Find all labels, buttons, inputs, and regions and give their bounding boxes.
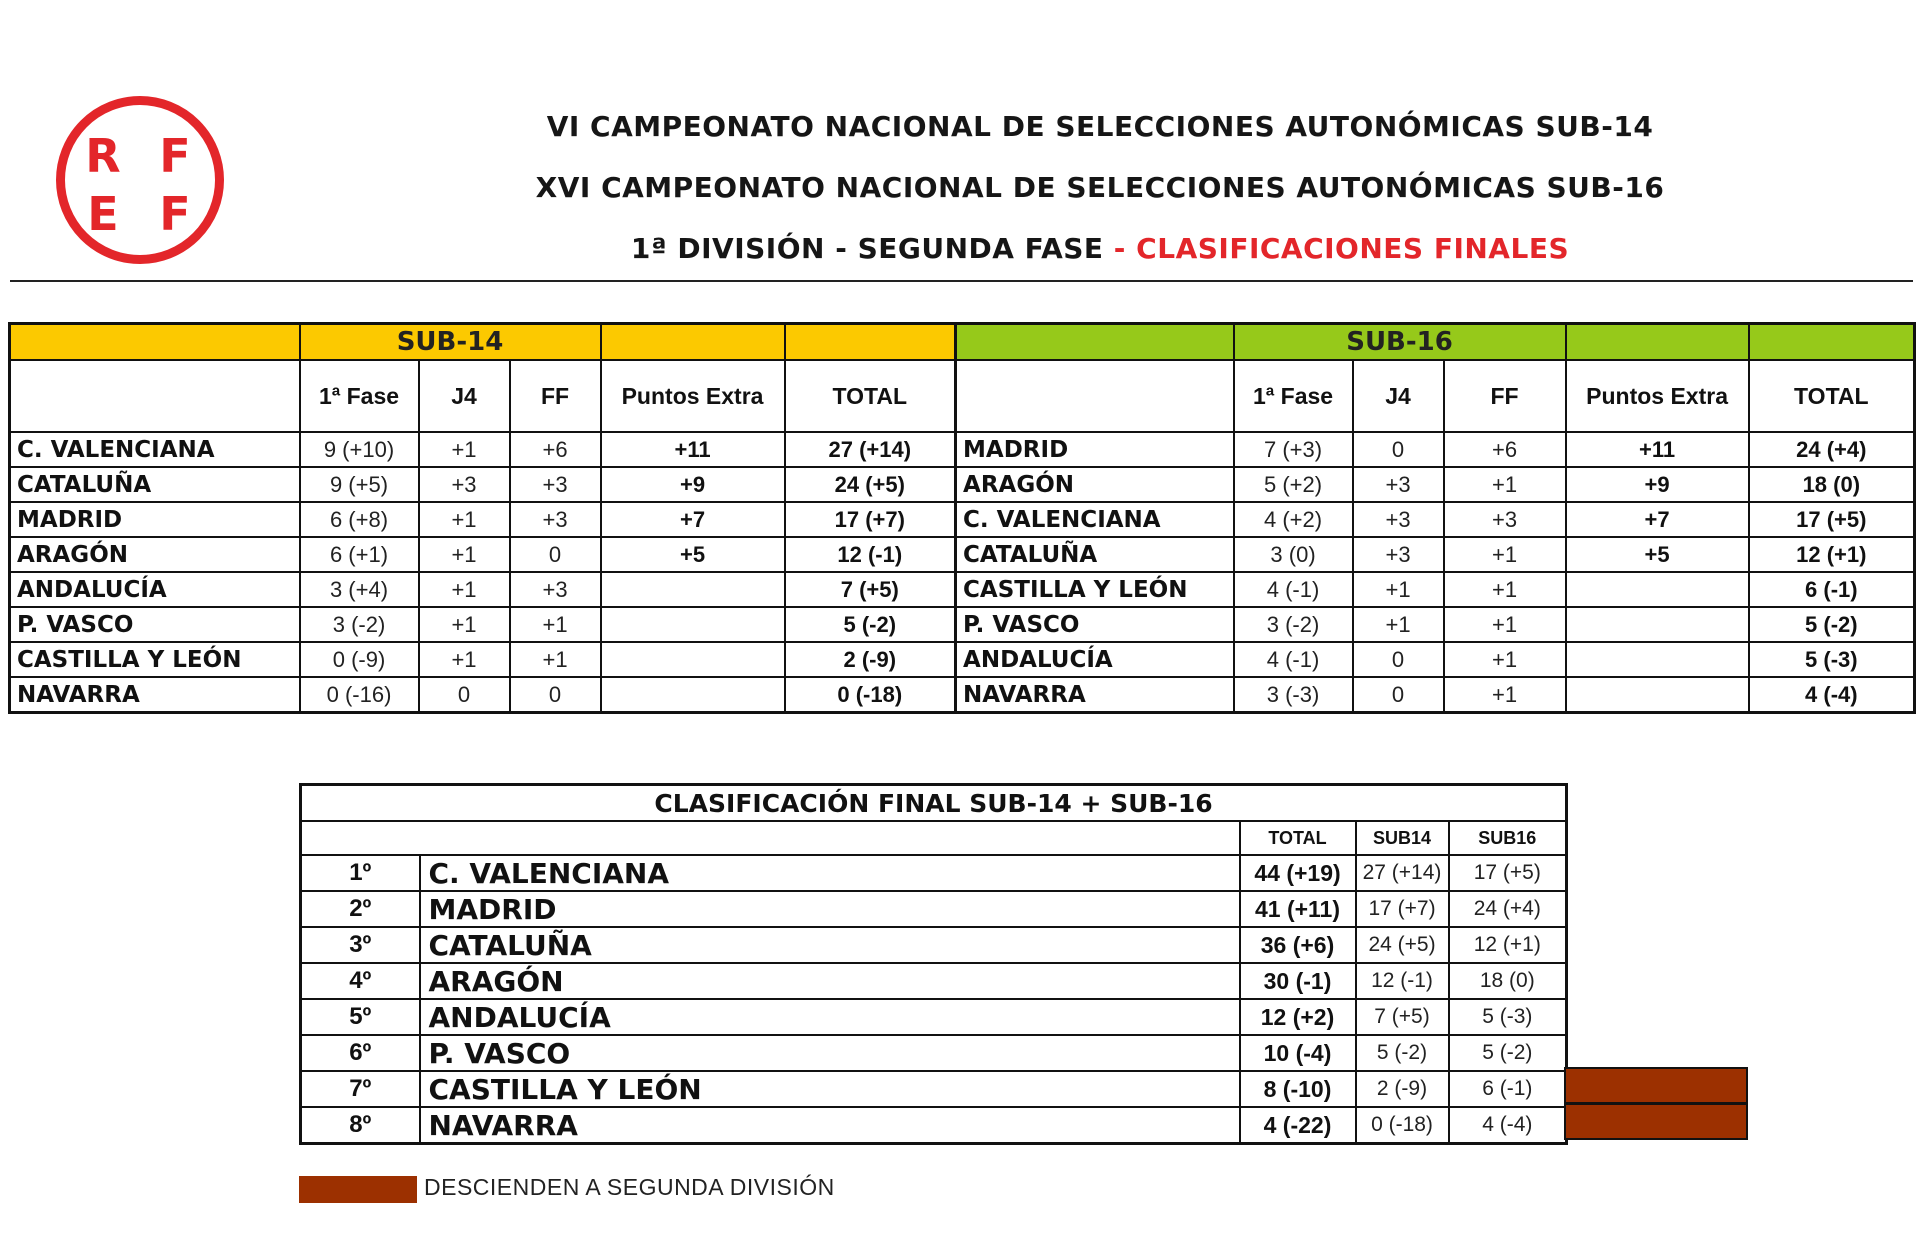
sub16-fase1-cell: 7 (+3) — [1234, 432, 1353, 467]
sub16-total-cell: 18 (0) — [1749, 467, 1915, 502]
final-title-row — [301, 785, 1567, 822]
sub16-ff-cell: +1 — [1444, 607, 1566, 642]
final-col-sub16: SUB16 — [1449, 821, 1567, 855]
sub14-cell: 17 (+7) — [1356, 891, 1449, 927]
sub14-total-cell: 17 (+7) — [785, 502, 956, 537]
sub16-fase1-cell: 3 (0) — [1234, 537, 1353, 572]
sub16-total-cell: 4 (-4) — [1749, 677, 1915, 713]
relegation-legend-text: DESCIENDEN A SEGUNDA DIVISIÓN — [424, 1174, 835, 1200]
col-header-j4: J4 — [419, 360, 510, 432]
standings-row — [10, 537, 1915, 572]
sub14-label: SUB-14 — [300, 324, 601, 361]
position-cell: 6º — [301, 1035, 420, 1071]
sub14-team-name: CASTILLA Y LEÓN — [10, 642, 300, 677]
sub14-band-cell — [10, 324, 300, 361]
final-row-relegated — [301, 1071, 1567, 1107]
sub14-fase1-cell: 3 (-2) — [300, 607, 419, 642]
title-sub14: VI CAMPEONATO NACIONAL DE SELECCIONES AUTONÓMICAS SUB-14 — [546, 110, 1654, 143]
sub14-fase1-cell: 6 (+1) — [300, 537, 419, 572]
final-row — [301, 963, 1567, 999]
sub16-label: SUB-16 — [1234, 324, 1566, 361]
sub14-ff-cell: +1 — [510, 642, 601, 677]
sub16-j4-cell: +3 — [1353, 502, 1444, 537]
total-cell: 41 (+11) — [1240, 891, 1356, 927]
final-row — [301, 1035, 1567, 1071]
sub14-ff-cell: +6 — [510, 432, 601, 467]
sub14-team-name: ANDALUCÍA — [10, 572, 300, 607]
standings-row — [10, 677, 1915, 713]
sub16-extra-points-cell: +5 — [1566, 537, 1749, 572]
sub16-j4-cell: 0 — [1353, 432, 1444, 467]
final-row — [301, 855, 1567, 891]
col-header-fase1: 1ª Fase — [1234, 360, 1353, 432]
sub16-total-cell: 24 (+4) — [1749, 432, 1915, 467]
sub16-extra-points-cell: +11 — [1566, 432, 1749, 467]
final-col-sub14: SUB14 — [1356, 821, 1449, 855]
sub16-ff-cell: +1 — [1444, 572, 1566, 607]
header-divider — [10, 280, 1913, 282]
sub16-j4-cell: 0 — [1353, 642, 1444, 677]
final-row — [301, 891, 1567, 927]
relegation-marker — [1564, 1103, 1748, 1140]
team-name: ARAGÓN — [420, 963, 1240, 999]
standings-row — [10, 467, 1915, 502]
position-cell: 4º — [301, 963, 420, 999]
title-sub16: XVI CAMPEONATO NACIONAL DE SELECCIONES AUTONÓMICAS SUB-16 — [535, 171, 1665, 204]
sub16-cell: 12 (+1) — [1449, 927, 1567, 963]
sub16-ff-cell: +6 — [1444, 432, 1566, 467]
sub14-cell: 12 (-1) — [1356, 963, 1449, 999]
sub14-extra-points-cell: +9 — [601, 467, 785, 502]
position-cell: 1º — [301, 855, 420, 891]
sub14-j4-cell: +1 — [419, 502, 510, 537]
col-header-ff: FF — [510, 360, 601, 432]
sub16-cell: 24 (+4) — [1449, 891, 1567, 927]
sub14-extra-points-cell: +11 — [601, 432, 785, 467]
standings-table — [8, 322, 1916, 714]
logo-letter-r: R — [85, 129, 121, 183]
standings-body — [10, 432, 1915, 713]
standings-row — [10, 607, 1915, 642]
sub16-fase1-cell: 4 (-1) — [1234, 642, 1353, 677]
sub16-total-cell: 12 (+1) — [1749, 537, 1915, 572]
sub14-fase1-cell: 3 (+4) — [300, 572, 419, 607]
sub14-ff-cell: +3 — [510, 467, 601, 502]
position-cell: 2º — [301, 891, 420, 927]
col-header-extra: Puntos Extra — [601, 360, 785, 432]
sub16-cell: 4 (-4) — [1449, 1107, 1567, 1144]
final-row-relegated — [301, 1107, 1567, 1144]
sub16-band-cell — [1749, 324, 1915, 361]
sub16-total-cell: 17 (+5) — [1749, 502, 1915, 537]
sub16-team-name: MADRID — [956, 432, 1234, 467]
sub14-total-cell: 0 (-18) — [785, 677, 956, 713]
sub14-team-name: C. VALENCIANA — [10, 432, 300, 467]
final-header-blank — [301, 821, 1240, 855]
total-cell: 10 (-4) — [1240, 1035, 1356, 1071]
position-cell: 3º — [301, 927, 420, 963]
team-name: ANDALUCÍA — [420, 999, 1240, 1035]
col-header-extra: Puntos Extra — [1566, 360, 1749, 432]
sub16-team-name: CASTILLA Y LEÓN — [956, 572, 1234, 607]
sub14-j4-cell: +1 — [419, 537, 510, 572]
sub14-ff-cell: +1 — [510, 607, 601, 642]
team-name: CASTILLA Y LEÓN — [420, 1071, 1240, 1107]
sub14-fase1-cell: 9 (+10) — [300, 432, 419, 467]
sub14-extra-points-cell: +5 — [601, 537, 785, 572]
title-phase-main: 1ª DIVISIÓN - SEGUNDA FASE — [630, 232, 1104, 265]
sub14-band-cell — [601, 324, 785, 361]
sub14-team-name: ARAGÓN — [10, 537, 300, 572]
sub14-total-cell: 12 (-1) — [785, 537, 956, 572]
standings-row — [10, 642, 1915, 677]
logo-letter-f: F — [159, 129, 191, 183]
sub16-j4-cell: +3 — [1353, 537, 1444, 572]
sub14-j4-cell: 0 — [419, 677, 510, 713]
col-header-total: TOTAL — [1749, 360, 1915, 432]
standings-row — [10, 572, 1915, 607]
sub16-fase1-cell: 3 (-3) — [1234, 677, 1353, 713]
sub16-j4-cell: +1 — [1353, 607, 1444, 642]
total-cell: 4 (-22) — [1240, 1107, 1356, 1144]
sub14-ff-cell: +3 — [510, 572, 601, 607]
sub14-team-name: NAVARRA — [10, 677, 300, 713]
team-name: P. VASCO — [420, 1035, 1240, 1071]
sub16-cell: 6 (-1) — [1449, 1071, 1567, 1107]
sub16-team-name: CATALUÑA — [956, 537, 1234, 572]
position-cell: 5º — [301, 999, 420, 1035]
sub16-ff-cell: +1 — [1444, 642, 1566, 677]
sub16-total-cell: 6 (-1) — [1749, 572, 1915, 607]
standings-row — [10, 432, 1915, 467]
sub14-cell: 24 (+5) — [1356, 927, 1449, 963]
sub14-cell: 27 (+14) — [1356, 855, 1449, 891]
sub14-extra-points-cell — [601, 642, 785, 677]
team-name: CATALUÑA — [420, 927, 1240, 963]
total-cell: 12 (+2) — [1240, 999, 1356, 1035]
position-cell: 7º — [301, 1071, 420, 1107]
sub14-j4-cell: +1 — [419, 642, 510, 677]
sub14-ff-cell: +3 — [510, 502, 601, 537]
team-header-blank — [956, 360, 1234, 432]
sub16-cell: 17 (+5) — [1449, 855, 1567, 891]
sub16-j4-cell: +3 — [1353, 467, 1444, 502]
sub16-ff-cell: +3 — [1444, 502, 1566, 537]
sub14-cell: 0 (-18) — [1356, 1107, 1449, 1144]
logo-letter-f2: F — [159, 187, 191, 241]
team-name: MADRID — [420, 891, 1240, 927]
sub16-extra-points-cell — [1566, 607, 1749, 642]
sub16-j4-cell: +1 — [1353, 572, 1444, 607]
sub14-band-cell — [785, 324, 956, 361]
division-band-row — [10, 324, 1915, 361]
sub14-total-cell: 7 (+5) — [785, 572, 956, 607]
sub14-total-cell: 5 (-2) — [785, 607, 956, 642]
logo-letter-e: E — [87, 187, 119, 241]
sub16-team-name: ARAGÓN — [956, 467, 1234, 502]
sub16-team-name: P. VASCO — [956, 607, 1234, 642]
sub14-total-cell: 27 (+14) — [785, 432, 956, 467]
sub14-fase1-cell: 9 (+5) — [300, 467, 419, 502]
final-title: CLASIFICACIÓN FINAL SUB-14 + SUB-16 — [301, 785, 1567, 822]
sub14-cell: 5 (-2) — [1356, 1035, 1449, 1071]
sub14-cell: 2 (-9) — [1356, 1071, 1449, 1107]
final-body — [301, 855, 1567, 1144]
sub16-team-name: NAVARRA — [956, 677, 1234, 713]
total-cell: 8 (-10) — [1240, 1071, 1356, 1107]
sub14-fase1-cell: 0 (-16) — [300, 677, 419, 713]
final-column-header-row — [301, 821, 1567, 855]
sub16-band-cell — [956, 324, 1234, 361]
sub14-extra-points-cell: +7 — [601, 502, 785, 537]
sub16-j4-cell: 0 — [1353, 677, 1444, 713]
sub14-j4-cell: +1 — [419, 607, 510, 642]
team-name: NAVARRA — [420, 1107, 1240, 1144]
title-phase — [340, 232, 1860, 265]
rfef-logo — [56, 96, 224, 264]
sub14-team-name: P. VASCO — [10, 607, 300, 642]
sub16-fase1-cell: 3 (-2) — [1234, 607, 1353, 642]
col-header-ff: FF — [1444, 360, 1566, 432]
sub16-total-cell: 5 (-3) — [1749, 642, 1915, 677]
sub14-j4-cell: +1 — [419, 572, 510, 607]
final-classification-table — [299, 783, 1568, 1145]
sub16-ff-cell: +1 — [1444, 537, 1566, 572]
title-phase-highlight: - CLASIFICACIONES FINALES — [1103, 232, 1570, 265]
sub14-team-name: CATALUÑA — [10, 467, 300, 502]
team-header-blank — [10, 360, 300, 432]
sub16-cell: 18 (0) — [1449, 963, 1567, 999]
sub16-ff-cell: +1 — [1444, 467, 1566, 502]
sub14-extra-points-cell — [601, 607, 785, 642]
sub14-cell: 7 (+5) — [1356, 999, 1449, 1035]
sub16-ff-cell: +1 — [1444, 677, 1566, 713]
sub16-extra-points-cell — [1566, 677, 1749, 713]
sub16-band-cell — [1566, 324, 1749, 361]
sub14-total-cell: 2 (-9) — [785, 642, 956, 677]
final-row — [301, 999, 1567, 1035]
relegation-marker — [1564, 1067, 1748, 1104]
sub14-ff-cell: 0 — [510, 677, 601, 713]
sub16-fase1-cell: 5 (+2) — [1234, 467, 1353, 502]
sub14-j4-cell: +1 — [419, 432, 510, 467]
sub14-extra-points-cell — [601, 677, 785, 713]
sub14-total-cell: 24 (+5) — [785, 467, 956, 502]
sub16-total-cell: 5 (-2) — [1749, 607, 1915, 642]
col-header-total: TOTAL — [785, 360, 956, 432]
sub14-team-name: MADRID — [10, 502, 300, 537]
sub16-team-name: ANDALUCÍA — [956, 642, 1234, 677]
team-name: C. VALENCIANA — [420, 855, 1240, 891]
total-cell: 36 (+6) — [1240, 927, 1356, 963]
final-row — [301, 927, 1567, 963]
sub16-extra-points-cell — [1566, 572, 1749, 607]
total-cell: 44 (+19) — [1240, 855, 1356, 891]
sub14-fase1-cell: 0 (-9) — [300, 642, 419, 677]
sub14-extra-points-cell — [601, 572, 785, 607]
sub16-fase1-cell: 4 (+2) — [1234, 502, 1353, 537]
sub16-extra-points-cell — [1566, 642, 1749, 677]
sub14-fase1-cell: 6 (+8) — [300, 502, 419, 537]
col-header-j4: J4 — [1353, 360, 1444, 432]
column-header-row — [10, 360, 1915, 432]
final-col-total: TOTAL — [1240, 821, 1356, 855]
sub14-ff-cell: 0 — [510, 537, 601, 572]
standings-row — [10, 502, 1915, 537]
total-cell: 30 (-1) — [1240, 963, 1356, 999]
relegation-legend-swatch — [299, 1176, 417, 1203]
position-cell: 8º — [301, 1107, 420, 1144]
sub14-j4-cell: +3 — [419, 467, 510, 502]
col-header-fase1: 1ª Fase — [300, 360, 419, 432]
sub16-team-name: C. VALENCIANA — [956, 502, 1234, 537]
sub16-fase1-cell: 4 (-1) — [1234, 572, 1353, 607]
sub16-cell: 5 (-2) — [1449, 1035, 1567, 1071]
sub16-extra-points-cell: +7 — [1566, 502, 1749, 537]
sub16-cell: 5 (-3) — [1449, 999, 1567, 1035]
sub16-extra-points-cell: +9 — [1566, 467, 1749, 502]
